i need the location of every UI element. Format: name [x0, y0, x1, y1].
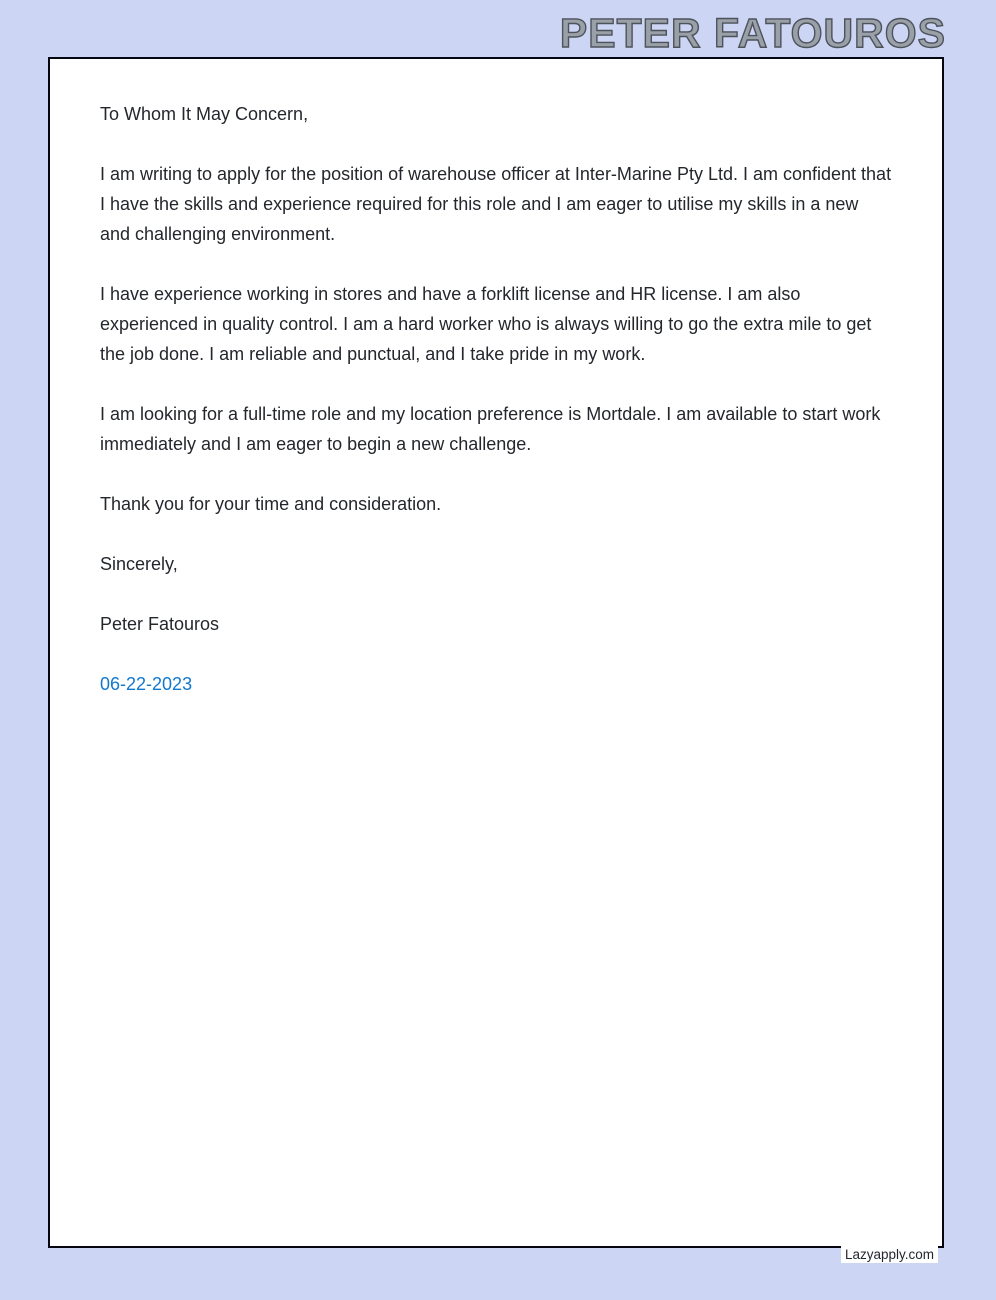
letter-salutation: To Whom It May Concern,: [100, 104, 309, 124]
letter-date: 06-22-2023: [100, 674, 193, 694]
letter-paragraph-3: I am looking for a full-time role and my location preference is Mortdale. I am available to start work immediately and I am eager to begin a new challenge.: [100, 404, 881, 454]
letter-closing: Sincerely,: [100, 554, 178, 574]
letter-paragraph-2: I have experience working in stores and have a forklift license and HR license. I am also experienced in quality control. I am a hard worker who is always willing to go the extra mile to get the job done. I am reliable and punctual, and I take pride in my work.: [100, 284, 872, 364]
letter-signature: Peter Fatouros: [100, 614, 220, 634]
letter-paragraph-4: Thank you for your time and consideration.: [100, 494, 442, 514]
page-title: PETER FATOUROS: [559, 10, 946, 56]
letter-paragraph-1: I am writing to apply for the position of warehouse officer at Inter-Marine Pty Ltd. I am confident that I have the skills and experience required for this role and I am eager to utilise my skills in a new and challenging environment.: [100, 164, 892, 244]
lazyapply-branding: Lazyapply.com: [841, 1246, 938, 1263]
letter-page: [48, 57, 944, 1248]
letter-body: [100, 99, 892, 699]
